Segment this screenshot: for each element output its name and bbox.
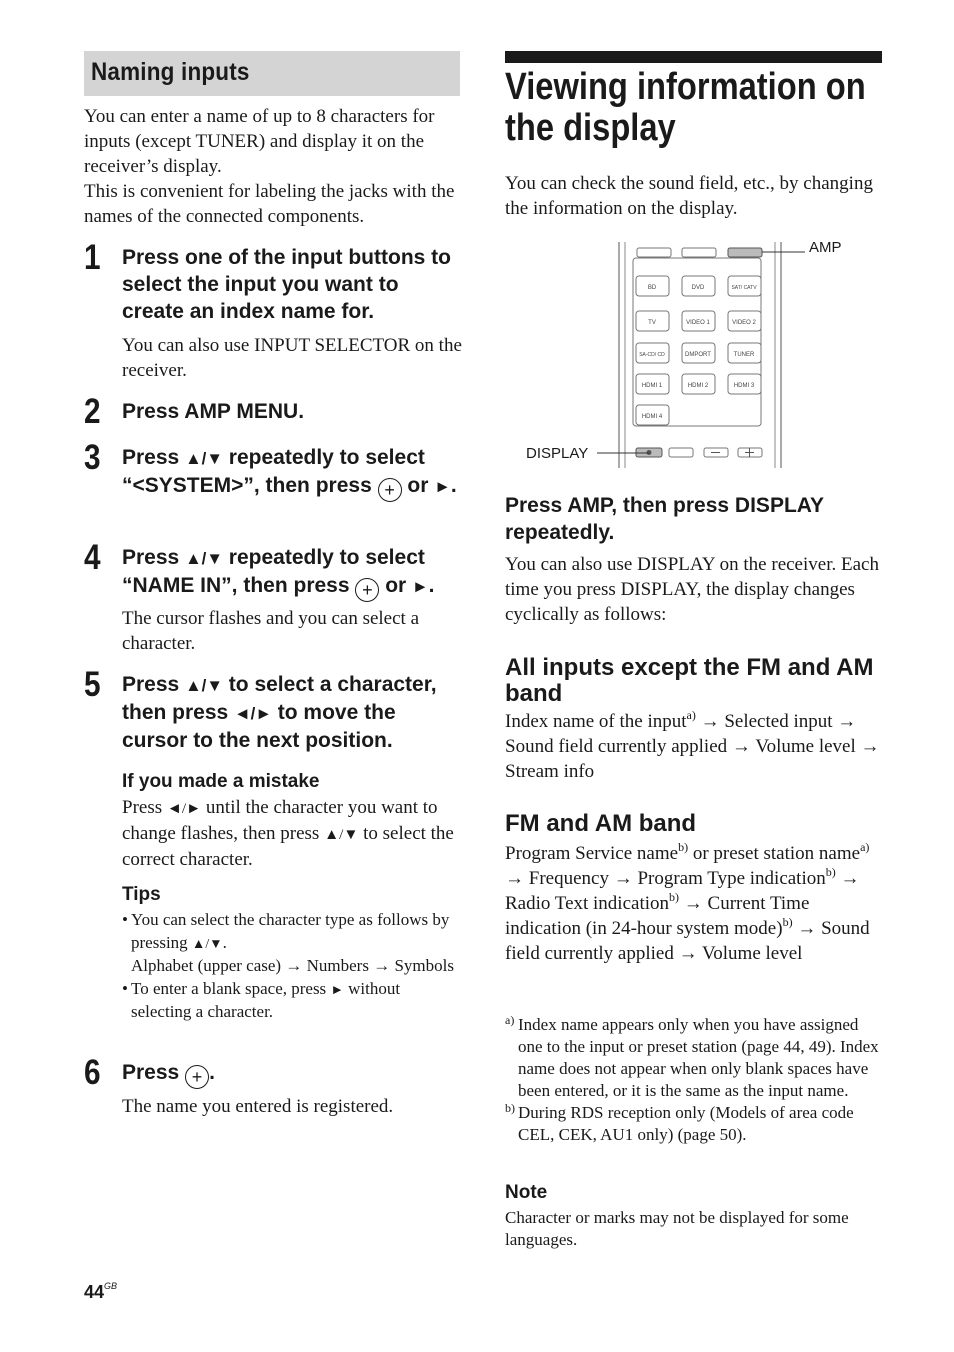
step-title: Press ▲/▼ to select a character, then press ◄/► to move the cursor to the next position. <box>122 673 437 752</box>
section-title: Naming inputs <box>91 58 250 86</box>
up-down-arrow-icon: ▲/▼ <box>185 549 223 568</box>
arrow-icon: → <box>505 868 524 889</box>
up-down-arrow-icon: ▲/▼ <box>191 935 223 951</box>
page-title: Viewing information on the display <box>505 66 866 149</box>
step-number: 3 <box>84 438 101 477</box>
step-number: 2 <box>84 392 101 431</box>
arrow-icon: → <box>373 956 391 975</box>
footnote-b: b) During RDS reception only (Models of area code CEL, CEK, AU1 only) (page 50). <box>505 1101 854 1144</box>
arrow-icon: → <box>797 918 817 939</box>
arrow-icon: → <box>731 736 751 757</box>
key-label: BD <box>647 285 657 291</box>
step-body: You can also use INPUT SELECTOR on the receiver. <box>122 335 462 381</box>
arrow-icon: → <box>860 736 880 757</box>
section-title-bar <box>84 51 460 96</box>
key-label: DVD <box>691 285 705 291</box>
key-label: VIDEO 1 <box>686 320 710 326</box>
right-arrow-icon: ► <box>412 577 429 596</box>
tip-item: • To enter a blank space, press ► without selecting a character. <box>122 978 460 1024</box>
display-label: DISPLAY <box>526 445 589 462</box>
step-body: The cursor flashes and you can select a character. <box>122 608 420 654</box>
right-arrow-icon: ► <box>330 981 344 997</box>
tips-heading: Tips <box>122 884 161 905</box>
key-label: VIDEO 2 <box>732 320 756 326</box>
up-down-arrow-icon: ▲/▼ <box>324 826 359 843</box>
intro-paragraph-1: You can enter a name of up to 8 characters for inputs (except TUNER) and display it on the receiver’s display. <box>84 106 435 177</box>
arrow-icon: → <box>683 893 703 914</box>
footnotes <box>505 1014 882 1146</box>
key-label: HDMI 4 <box>641 414 663 420</box>
arrow-icon: → <box>678 943 698 964</box>
arrow-icon: → <box>700 711 720 732</box>
step-body: The name you entered is registered. <box>122 1096 394 1117</box>
key-label: HDMI 3 <box>733 383 755 389</box>
left-right-arrow-icon: ◄/► <box>166 800 202 817</box>
page-number: $44^{GB}$ <box>84 1281 118 1302</box>
mistake-heading: If you made a mistake <box>122 771 320 792</box>
intro-text: You can check the sound field, etc., by changing the information on the display. <box>505 173 873 219</box>
key-label: DMPORT <box>685 352 711 358</box>
press-heading: Press AMP, then press DISPLAY repeatedly. <box>505 494 824 544</box>
key-label: TUNER <box>733 352 755 358</box>
key-label: SA-CD/ CD <box>639 352 665 358</box>
key-label: HDMI 1 <box>641 383 663 389</box>
key-label: SAT/ CATV <box>731 285 757 291</box>
step-number: 4 <box>84 538 101 577</box>
mistake-body: Press ◄/► until the character you want to change flashes, then press ▲/▼ to select the correct character. <box>122 797 454 870</box>
footnote-a: a) Index name appears only when you have assigned one to the input or preset station (page 44, 49). Index name does not appear when only blank spaces have been entered, or it is the same as the input name. <box>505 1013 879 1100</box>
all-inputs-sequence: Index name of the input$^{a)}$ → Selected input → Sound field currently applied → Volume level → Stream info <box>505 708 880 782</box>
step-title: Press one of the input buttons to select the input you want to create an index name for. <box>122 246 451 323</box>
tips-list <box>122 909 460 1024</box>
arrow-icon: → <box>840 868 860 889</box>
step-number: 6 <box>84 1053 101 1092</box>
up-down-arrow-icon: ▲/▼ <box>185 676 223 695</box>
step-title: Press ▲/▼ repeatedly to select “<SYSTEM>”, then press + or ►. <box>122 446 457 500</box>
title-rule <box>505 51 882 63</box>
arrow-icon: → <box>837 711 857 732</box>
enter-button-icon: + <box>378 478 402 502</box>
intro-text <box>84 104 460 229</box>
key-label: HDMI 2 <box>687 383 709 389</box>
step-number: 5 <box>84 665 101 704</box>
step-title: Press ▲/▼ repeatedly to select “NAME IN”, then press + or ►. <box>122 546 435 600</box>
note-body: Character or marks may not be displayed for some languages. <box>505 1208 849 1249</box>
fm-sequence: Program Service name$^{b)}$ or preset station name$^{a)}$ → Frequency → Program Type indication$^{b)}$ → Radio Text indication$^{b)}$ → Current Time indication (in 24-hour system mode)$^{b)}$ → Sound field currently applied → Volume level <box>505 840 870 964</box>
arrow-icon: → <box>285 956 303 975</box>
right-arrow-icon: ► <box>434 477 451 496</box>
press-body: You can also use DISPLAY on the receiver. Each time you press DISPLAY, the display changes cyclically as follows: <box>505 554 879 625</box>
all-inputs-heading: All inputs except the FM and AM band <box>505 654 874 707</box>
step-title: Press + . <box>122 1061 215 1087</box>
remote-control-diagram <box>505 238 882 470</box>
fm-heading: FM and AM band <box>505 810 697 837</box>
key-label: TV <box>648 320 656 326</box>
step-number: 1 <box>84 238 101 277</box>
enter-button-icon: + <box>355 578 379 602</box>
step-title: Press AMP MENU. <box>122 400 305 423</box>
note-heading: Note <box>505 1182 548 1203</box>
intro-paragraph-2: This is convenient for labeling the jacks with the names of the connected components. <box>84 181 455 227</box>
amp-label: AMP <box>809 239 842 256</box>
left-right-arrow-icon: ◄/► <box>234 704 272 723</box>
arrow-icon: → <box>613 868 633 889</box>
tip-item: • You can select the character type as follows by pressing ▲/▼. Alphabet (upper case) → Numbers → Symbols <box>122 909 460 978</box>
enter-button-icon: + <box>185 1065 209 1089</box>
up-down-arrow-icon: ▲/▼ <box>185 449 223 468</box>
remote-keypad <box>636 276 761 425</box>
